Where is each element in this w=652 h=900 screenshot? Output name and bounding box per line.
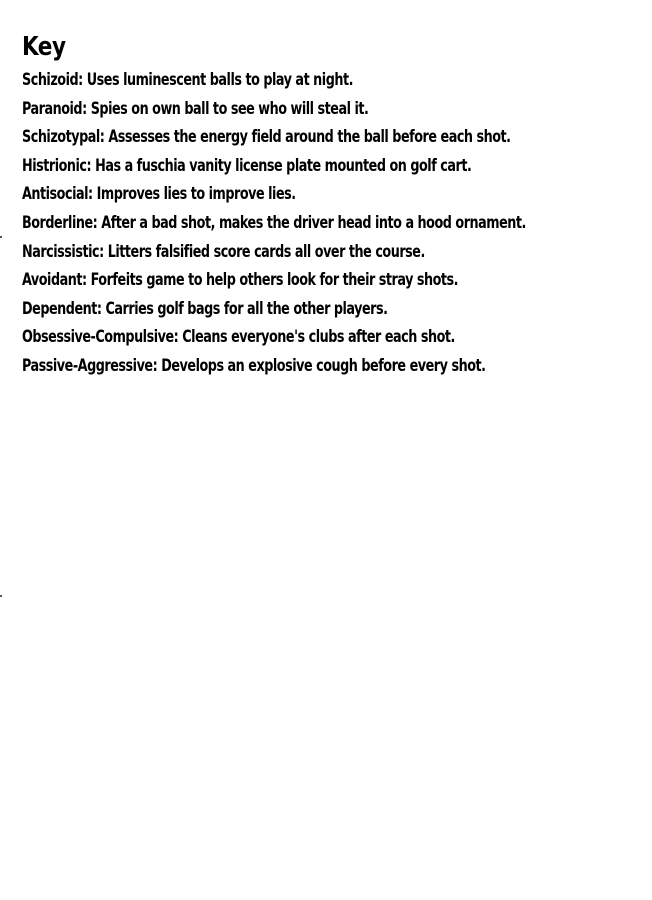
key-term: Schizoid : <box>22 70 83 89</box>
key-item-paranoid <box>22 95 559 124</box>
key-item-schizotypal <box>22 123 559 152</box>
key-term: Avoidant : <box>22 270 87 289</box>
key-term: Obsessive-Compulsive : <box>22 327 178 346</box>
key-item-avoidant <box>22 266 559 295</box>
key-description: Forfeits game to help others look for their stray shots. <box>90 270 459 290</box>
key-item-passive-aggressive <box>22 352 559 381</box>
key-item-antisocial <box>22 180 559 209</box>
key-description: Cleans everyone's clubs after each shot. <box>182 327 455 347</box>
key-item-schizoid <box>22 66 559 95</box>
key-term: Histrionic : <box>22 156 91 175</box>
key-description: Litters falsified score cards all over the course. <box>107 241 425 261</box>
key-item-obsessive-compulsive <box>22 323 559 352</box>
key-term: Dependent : <box>22 299 102 318</box>
key-term: Antisocial : <box>22 184 93 203</box>
key-term: Narcissistic : <box>22 242 104 261</box>
key-item-borderline <box>22 209 559 238</box>
key-description: Has a fuschia vanity license plate mounted on golf cart. <box>95 155 472 175</box>
key-list <box>22 66 646 381</box>
key-term: Schizotypal : <box>22 127 104 146</box>
page-edge-mark <box>0 595 2 597</box>
key-description: Uses luminescent balls to play at night. <box>86 70 353 89</box>
key-term: Passive-Aggressive : <box>22 356 157 375</box>
key-description: Develops an explosive cough before every shot. <box>161 355 486 375</box>
key-item-narcissistic <box>22 238 559 267</box>
key-description: Spies on own ball to see who will steal it. <box>90 98 369 118</box>
key-title: Key <box>22 32 66 62</box>
key-description: After a bad shot, makes the driver head into a hood ornament. <box>101 212 526 232</box>
key-legend <box>22 30 646 381</box>
key-item-histrionic <box>22 152 559 181</box>
key-description: Carries golf bags for all the other players. <box>105 298 388 318</box>
key-description: Assesses the energy field around the ball before each shot. <box>108 127 511 147</box>
key-term: Borderline : <box>22 213 97 232</box>
key-term: Paranoid : <box>22 99 87 118</box>
key-item-dependent <box>22 295 559 324</box>
key-description: Improves lies to improve lies. <box>96 184 296 204</box>
page-edge-mark <box>0 236 2 238</box>
